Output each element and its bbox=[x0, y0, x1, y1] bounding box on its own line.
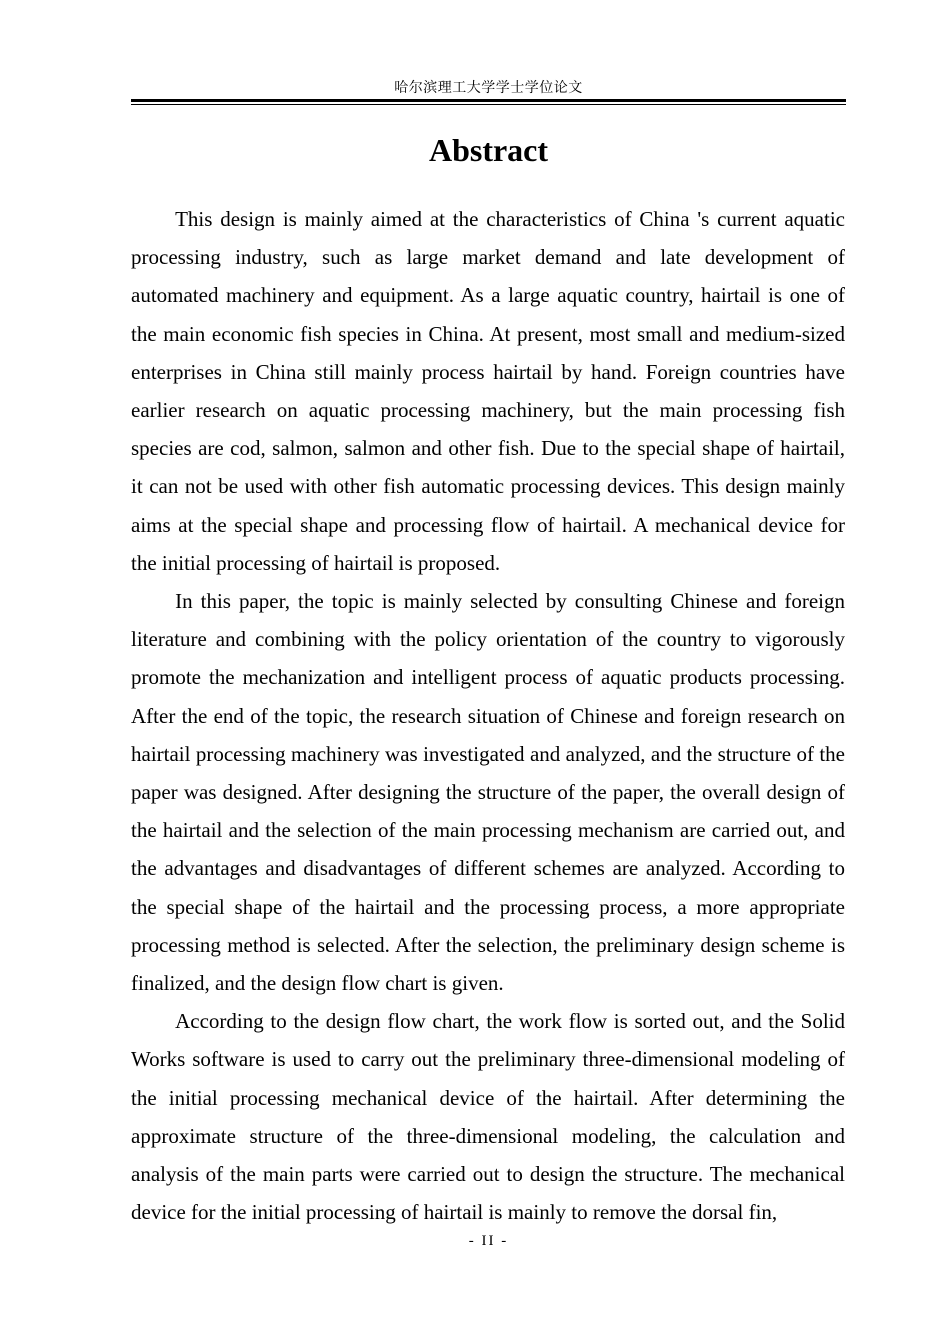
header-rule-thick bbox=[131, 99, 846, 102]
abstract-body bbox=[131, 200, 845, 1231]
abstract-paragraph-2: In this paper, the topic is mainly selected by consulting Chinese and foreign literature and combining with the policy orientation of the country to vigorously promote the mechanization and intelligent process of aquatic products processing. After the end of the topic, the research situation of Chinese and foreign research on hairtail processing machinery was investigated and analyzed, and the structure of the paper was designed. After designing the structure of the paper, the overall design of the hairtail and the selection of the main processing mechanism are carried out, and the advantages and disadvantages of different schemes are analyzed. According to the special shape of the hairtail and the processing process, a more appropriate processing method is selected. After the selection, the preliminary design scheme is finalized, and the design flow chart is given. bbox=[131, 589, 845, 996]
running-header: 哈尔滨理工大学学士学位论文 bbox=[394, 80, 583, 96]
abstract-paragraph-1: This design is mainly aimed at the characteristics of China 's current aquatic processing industry, such as large market demand and late development of automated machinery and equipment. As a large aquatic country, hairtail is one of the main economic fish species in China. At present, most small and medium-sized enterprises in China still mainly process hairtail by hand. Foreign countries have earlier research on aquatic processing machinery, but the main processing fish species are cod, salmon, salmon and other fish. Due to the special shape of hairtail, it can not be used with other fish automatic processing devices. This design mainly aims at the special shape and processing flow of hairtail. A mechanical device for the initial processing of hairtail is proposed. bbox=[131, 207, 845, 575]
abstract-paragraph-3: According to the design flow chart, the work flow is sorted out, and the Solid Works software is used to carry out the preliminary three-dimensional modeling of the initial processing mechanical device of the hairtail. After determining the approximate structure of the three-dimensional modeling, the calculation and analysis of the main parts were carried out to design the structure. The mechanical device for the initial processing of hairtail is mainly to remove the dorsal fin, bbox=[131, 1009, 845, 1225]
page-number: - II - bbox=[468, 1233, 509, 1249]
header-rule-thin bbox=[131, 104, 846, 105]
page-title: Abstract bbox=[428, 132, 549, 168]
